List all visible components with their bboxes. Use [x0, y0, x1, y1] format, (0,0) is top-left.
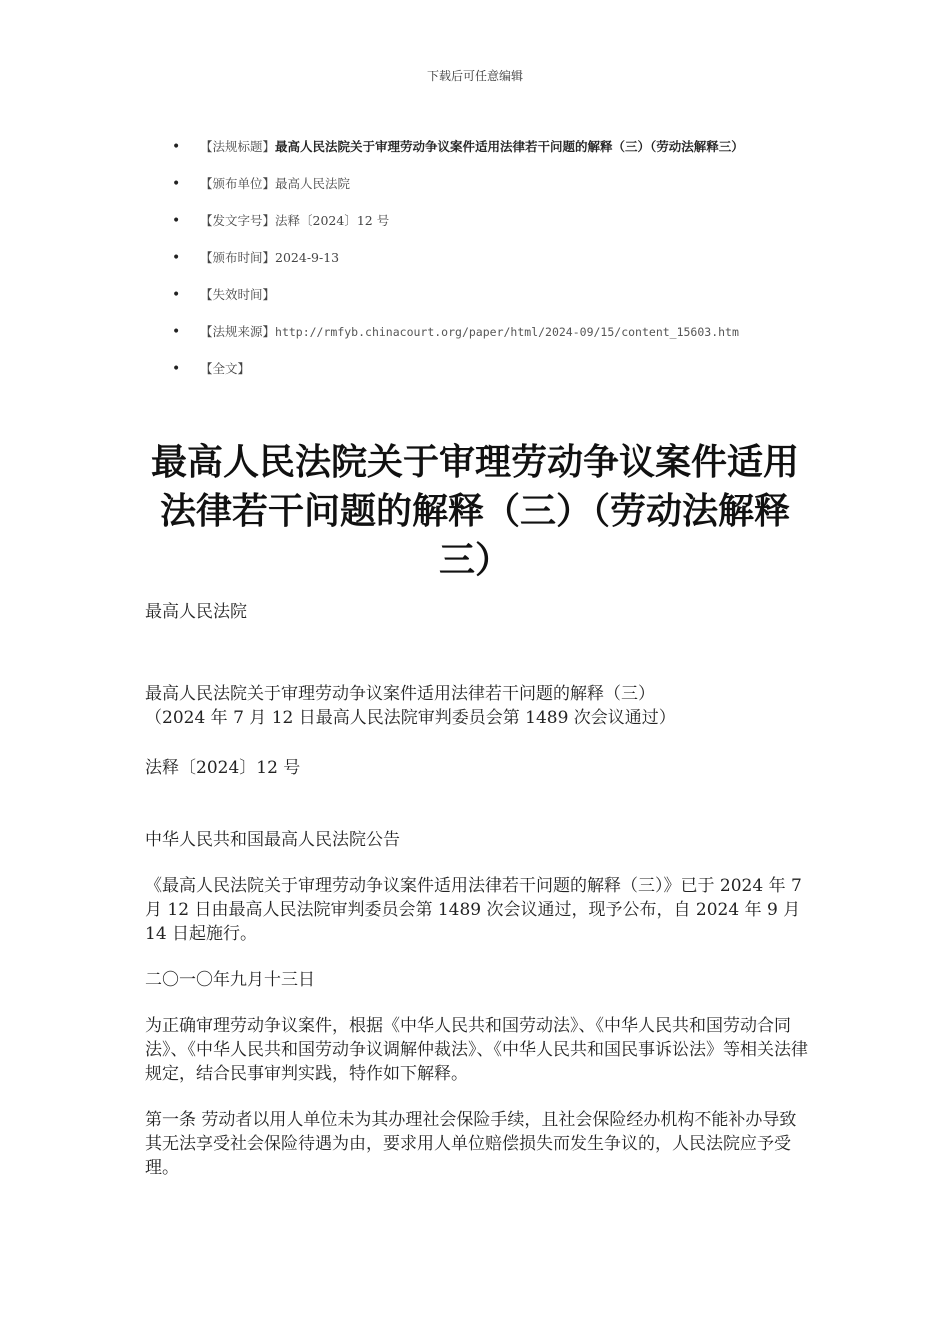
- bullet-icon: •: [172, 213, 181, 229]
- meta-item-source: [172, 321, 812, 343]
- announcement-date: 二〇一〇年九月十三日: [145, 970, 315, 990]
- issuer-line: 最高人民法院: [145, 602, 247, 622]
- subtitle-line: 最高人民法院关于审理劳动争议案件适用法律若干问题的解释（三）: [145, 684, 655, 704]
- meta-value: 最高人民法院: [275, 176, 351, 191]
- meta-label: 【发文字号】: [200, 213, 276, 228]
- meta-label: 【全文】: [200, 361, 251, 376]
- meta-item-title: [172, 136, 812, 158]
- article-1: 第一条 劳动者以用人单位未为其办理社会保险手续，且社会保险经办机构不能补办导致其无法享受社会保险待遇为由，要求用人单位赔偿损失而发生争议的，人民法院应予受理。: [145, 1110, 797, 1178]
- announcement-heading: 中华人民共和国最高人民法院公告: [145, 830, 400, 850]
- bullet-icon: •: [172, 139, 181, 155]
- bullet-icon: •: [172, 361, 181, 377]
- meta-item-issuer: [172, 173, 812, 195]
- announcement-body: 《最高人民法院关于审理劳动争议案件适用法律若干问题的解释（三）》已于 2024 年 7 月 12 日由最高人民法院审判委员会第 1489 次会议通过，现予公布，自 2024 年 9 月 14 日起施行。: [145, 876, 802, 944]
- bullet-icon: •: [172, 250, 181, 266]
- bullet-icon: •: [172, 287, 181, 303]
- meta-value: 法释〔2024〕12 号: [275, 213, 390, 228]
- meta-item-full-text: [172, 358, 812, 380]
- source-link[interactable]: http://rmfyb.chinacourt.org/paper/html/2024-09/15/content_15603.htm: [275, 325, 739, 339]
- meta-label: 【失效时间】: [200, 287, 276, 302]
- metadata-list: [172, 136, 812, 395]
- meta-value: 2024-9-13: [275, 250, 340, 265]
- meta-label: 【法规来源】: [200, 324, 276, 339]
- document-title: 最高人民法院关于审理劳动争议案件适用法律若干问题的解释（三）（劳动法解释三）: [150, 442, 799, 581]
- page-header: 下载后可任意编辑: [426, 69, 523, 83]
- bullet-icon: •: [172, 324, 181, 340]
- document-body: [145, 600, 810, 1180]
- meta-item-expiry-date: [172, 284, 812, 306]
- meta-item-issue-date: [172, 247, 812, 269]
- meta-label: 【颁布时间】: [200, 250, 276, 265]
- meta-item-doc-number: [172, 210, 812, 232]
- meta-value: 最高人民法院关于审理劳动争议案件适用法律若干问题的解释（三）（劳动法解释三）: [275, 139, 744, 154]
- meta-label: 【颁布单位】: [200, 176, 276, 191]
- meta-label: 【法规标题】: [200, 139, 276, 154]
- bullet-icon: •: [172, 176, 181, 192]
- preamble-paragraph: 为正确审理劳动争议案件，根据《中华人民共和国劳动法》、《中华人民共和国劳动合同法》、《中华人民共和国劳动争议调解仲裁法》、《中华人民共和国民事诉讼法》等相关法律规定，结合民事审判实践，特作如下解释。: [145, 1016, 808, 1084]
- adoption-note: （2024 年 7 月 12 日最高人民法院审判委员会第 1489 次会议通过）: [145, 708, 676, 728]
- doc-number: 法释〔2024〕12 号: [145, 758, 301, 778]
